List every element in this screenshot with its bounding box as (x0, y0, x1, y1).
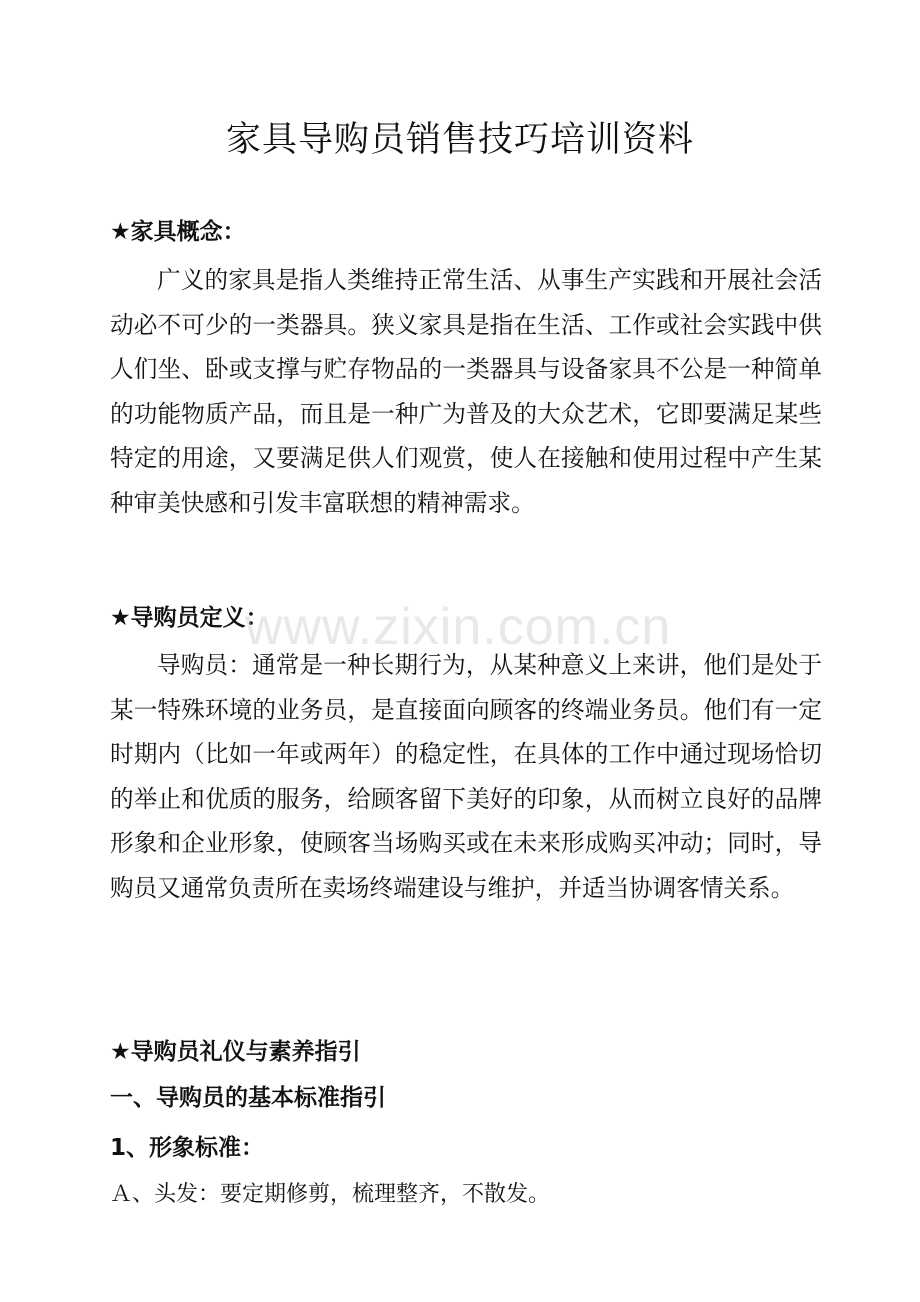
subheading-basic-standards: 一、导购员的基本标准指引 (110, 1085, 386, 1111)
paragraph-definition: 导购员：通常是一种长期行为，从某种意义上来讲，他们是处于某一特殊环境的业务员，是直接面向顾客的终端业务员。他们有一定时期内（比如一年或两年）的稳定性，在具体的工作中通过现场恰切的举止和优质的服务，给顾客留下美好的印象，从而树立良好的品牌形象和企业形象，使顾客当场购买或在未来形成购买冲动；同时，导购员又通常负责所在卖场终端建设与维护，并适当协调客情关系。 (110, 651, 822, 902)
section-heading-concept: ★家具概念： (110, 219, 246, 245)
paragraph-concept: 广义的家具是指人类维持正常生活、从事生产实践和开展社会活动必不可少的一类器具。狭义家具是指在生活、工作或社会实践中供人们坐、卧或支撑与贮存物品的一类器具与设备家具不公是一种简单的功能物质产品，而且是一种广为普及的大众艺术，它即要满足某些特定的用途，又要满足供人们观赏，使人在接触和使用过程中产生某种审美快感和引发丰富联想的精神需求。 (110, 266, 822, 517)
document-title: 家具导购员销售技巧培训资料 (225, 120, 694, 160)
watermark: www.zixin.com.cn (245, 598, 672, 656)
list-item-hair: Ａ、头发：要定期修剪，梳理整齐，不散发。 (110, 1182, 551, 1207)
section-heading-etiquette: ★导购员礼仪与素养指引 (110, 1039, 361, 1065)
section-heading-definition: ★导购员定义： (110, 605, 269, 631)
item-heading-image-standard: 1、形象标准： (110, 1135, 265, 1161)
